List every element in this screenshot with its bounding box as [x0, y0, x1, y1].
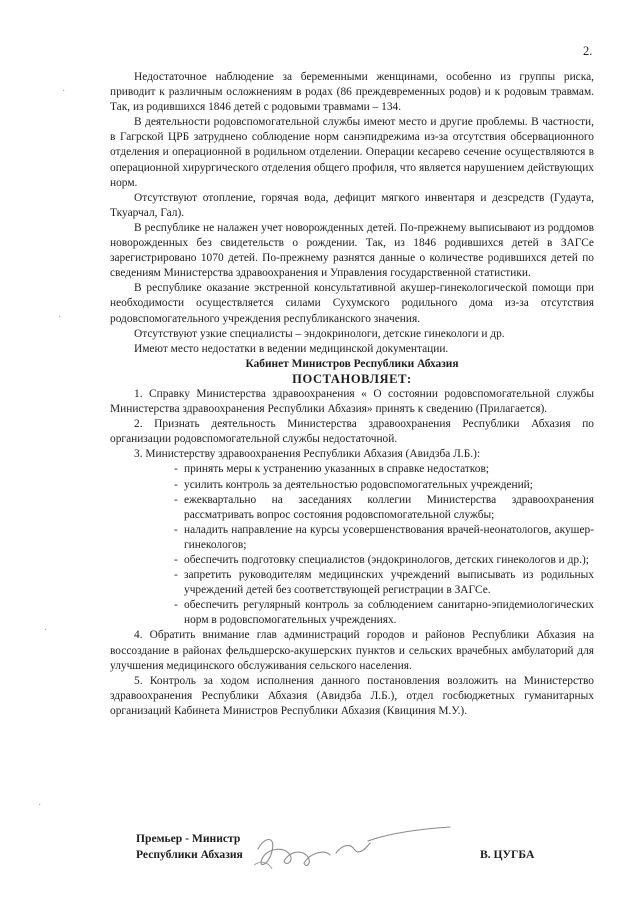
scan-mark: ·: [62, 86, 66, 97]
measure-item: - усилить контроль за деятельностью родовспомогательных учреждений;: [174, 478, 594, 493]
handwritten-signature: [250, 815, 460, 885]
signatory-title-line: Премьер - Министр: [136, 832, 241, 845]
scan-mark: ·: [44, 625, 48, 636]
measure-item: - наладить направление на курсы усовершенствования врачей-неонатологов, акушер-гинекологов;: [174, 523, 594, 553]
measure-item: - обеспечить подготовку специалистов (эндокринологов, детских гинекологов и др.);: [174, 553, 594, 568]
paragraph: Имеют место недостатки в ведении медицинской документации.: [134, 342, 449, 355]
paragraph: Отсутствуют отопление, горячая вода, дефицит мягкого инвентаря и дезсредств (Гудаута, Ткуарчал, Гал).: [110, 191, 594, 219]
scan-mark: ·: [38, 800, 42, 811]
paragraph: В республике не налажен учет новорожденных детей. По-прежнему выписывают из роддомов новорожденных без свидетельств о рождении. Так, из 1846 родившихся детей в ЗАГСе зарегистрировано 1070 детей. По-прежнему разнятся данные о количестве родившихся детей по сведениям Министерства здравоохранения и Управления государственной статистики.: [110, 221, 594, 280]
decree-item: 5. Контроль за ходом исполнения данного постановления возложить на Министерство здравоохранения Республики Абхазия (Авидзба Л.Б.), отдел госбюджетных гуманитарных организаций Кабинета Министров Республики Абхазия (Квициния М.У.).: [110, 674, 594, 717]
measure-item: - принять меры к устранению указанных в справке недостатков;: [174, 462, 594, 477]
paragraph: Отсутствуют узкие специалисты – эндокринологи, детские гинекологи и др.: [134, 327, 505, 340]
measure-item: - ежеквартально на заседаниях коллегии Министерства здравоохранения рассматривать вопрос состояния родовспомогательной службы;: [174, 493, 594, 523]
signatory-name: В. ЦУГБА: [480, 848, 535, 861]
paragraph: В республике оказание экстренной консультативной акушер-гинекологической помощи при необходимости осуществляется силами Сухумского родильного дома из-за отсутствия родовспомогательного учреждения республиканского значения.: [110, 282, 594, 325]
issuer-heading: Кабинет Министров Республики Абхазия: [245, 357, 459, 370]
decree-item: 2. Признать деятельность Министерства здравоохранения Республики Абхазия по организации родовспомогательной службы недостаточной.: [110, 418, 594, 446]
measure-item: - обеспечить регулярный контроль за соблюдением санитарно-эпидемиологических норм в родовспомогательных учреждениях.: [174, 598, 594, 628]
scan-mark: ·: [58, 312, 62, 323]
paragraph: Недостаточное наблюдение за беременными женщинами, особенно из группы риска, приводит к различным осложнениям в родах (86 преждевременных родов) и к родовым травмам. Так, из родившихся 1846 детей с родовыми травмами – 134.: [110, 71, 594, 114]
decree-heading: ПОСТАНОВЛЯЕТ:: [292, 371, 412, 386]
document-body: [110, 70, 594, 719]
decree-item: 3. Министерству здравоохранения Республики Абхазия (Авидзба Л.Б.):: [134, 448, 481, 461]
decree-item: 4. Обратить внимание глав администраций городов и районов Республики Абхазия на воссоздание в районах фельдшерско-акушерских пунктов и сельских врачебных амбулаторий для улучшения медицинского обслуживания сельского населения.: [110, 629, 594, 672]
paragraph: В деятельности родовспомогательной службы имеют место и другие проблемы. В частности, в Гагрской ЦРБ затруднено соблюдение норм санэпидрежима из-за отсутствия обсервационного отделения и операционной в родильном отделении. Операции кесарево сечение осуществляются в операционной хирургического отделения общего профиля, что является нарушением действующих норм.: [110, 116, 594, 189]
signatory-title-line: Республики Абхазия: [136, 847, 243, 861]
measures-list: [174, 462, 594, 628]
page-number: 2.: [583, 44, 593, 58]
measure-item: - запретить руководителям медицинских учреждений выписывать из родильных учреждений детей без соответствующей регистрации в ЗАГСе.: [174, 568, 594, 598]
signatory-title: [136, 831, 243, 862]
decree-item: 1. Справку Министерства здравоохранения « О состоянии родовспомогательной службы Министерства здравоохранения Республики Абхазия» принять к сведению (Прилагается).: [110, 387, 594, 416]
